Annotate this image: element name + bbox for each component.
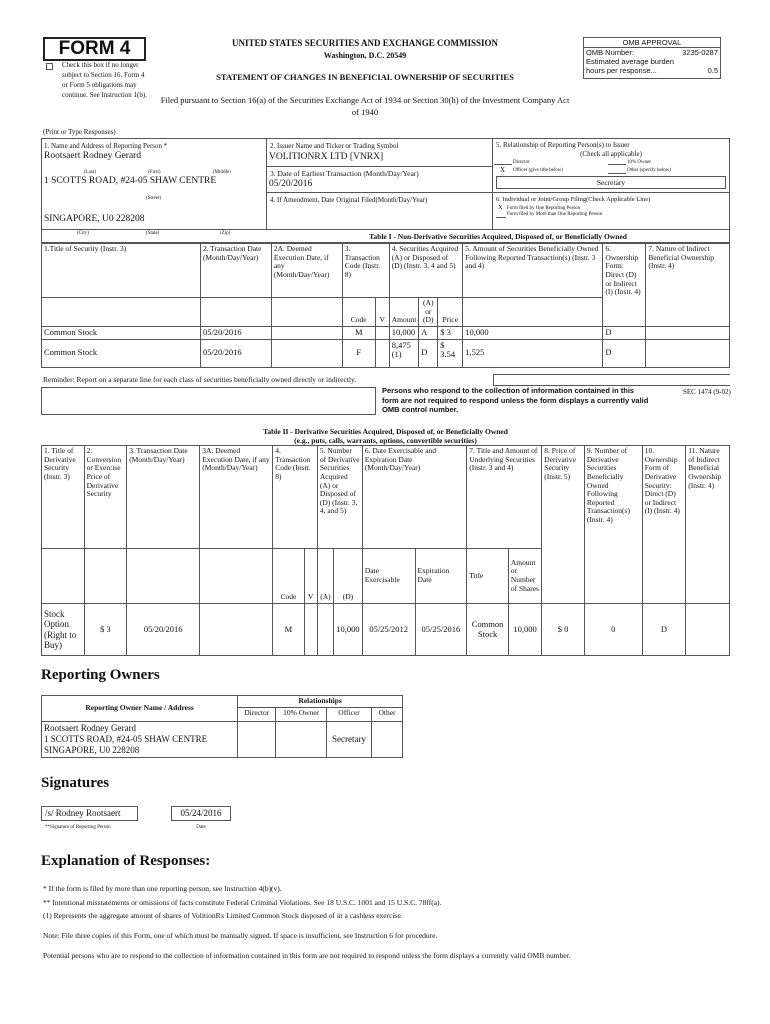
t1-r1-form: D [603, 326, 646, 339]
t1-sub-v: V [375, 298, 389, 327]
owners-col-rel: Relationships [238, 696, 403, 708]
form-title-box [43, 37, 146, 61]
t2-r1-expiration: 05/25/2016 [415, 604, 467, 656]
officer-mark: X [500, 166, 506, 174]
t2-h7: 7. Title and Amount of Underlying Securities (Instr. 3 and 4) [467, 446, 542, 549]
omb-number-label: OMB Number: [586, 48, 634, 57]
t1-r1-nature [646, 326, 730, 339]
t1-r2-owned: 1,525 [463, 339, 603, 367]
owner-address-line: 1 SCOTTS ROAD, #24-05 SHAW CENTRE [44, 734, 208, 744]
owners-table [41, 695, 403, 758]
t1-h6: 6. Ownership Form: Direct (D) or Indirect (I) (Instr. 4) [603, 244, 646, 327]
t1-sub-code: Code [342, 298, 375, 327]
t1-h3: 3. Transaction Code (Instr. 8) [342, 244, 389, 298]
section16-checkbox[interactable] [46, 63, 53, 70]
last-label: (Last) [84, 170, 96, 175]
t1-h4: 4. Securities Acquired (A) or Disposed of (D) (Instr. 3, 4 and 5) [389, 244, 463, 298]
omb-burden-label: Estimated average burden [586, 57, 674, 66]
omb-number-value: 3235-0287 [682, 48, 718, 57]
t1-h1: 1.Title of Security (Instr. 3) [42, 244, 201, 298]
owner-city-line: SINGAPORE, U0 228208 [44, 745, 140, 755]
print-note: (Print or Type Responses) [43, 128, 116, 136]
reminder-blank-box [41, 387, 376, 415]
t2-sub-code: Code [273, 549, 304, 604]
issuer-label: 2. Issuer Name and Ticker or Trading Symbol [270, 142, 399, 150]
state-label: (State) [146, 231, 160, 236]
t1-sub-amount: Amount [389, 298, 419, 327]
t1-r2-code: F [342, 339, 375, 367]
t2-r1-code: M [273, 604, 304, 656]
t2-h1: 1. Title of Derivative Security (Instr. 3) [42, 446, 85, 549]
omb-hours-value: 0.5 [707, 66, 718, 75]
t1-r1-owned: 10,000 [463, 326, 603, 339]
t1-r2-price: $ 3.54 [438, 339, 463, 367]
signature-value: /s/ Rodney Rootsaert [45, 808, 121, 818]
t2-r1-title: Stock Option (Right to Buy) [42, 604, 85, 656]
t2-r1-conv: $ 3 [84, 604, 127, 656]
reporting-person-label: 1. Name and Address of Reporting Person * [44, 142, 168, 150]
owner-name-line: Rootsaert Rodney Gerard [44, 723, 136, 733]
owners-col-director: Director [238, 708, 276, 722]
t2-h9: 9. Number of Derivative Securities Beneficially Owned Following Reported Transaction(s) (Instr. 4) [584, 446, 642, 604]
t1-r2-date: 05/20/2016 [200, 339, 271, 367]
ten-pct-label: 10% Owner [627, 160, 652, 165]
t2-sub-amount: Amount or Number of Shares [508, 549, 541, 604]
owner-officer-value: Secretary [327, 722, 372, 758]
t2-r1-utitle: Common Stock [467, 604, 509, 656]
t2-h2: 2. Conversion or Exercise Price of Derivative Security [84, 446, 127, 549]
t2-r1-nature [686, 604, 730, 656]
form-title: FORM 4 [58, 38, 131, 59]
table1 [41, 243, 730, 368]
city-label: (City) [77, 231, 89, 236]
explanation-potential: Potential persons who are to respond to the collection of information contained in this form are not required to respond unless the form displays a currently valid OMB number. [43, 951, 571, 960]
table2-title: Table II - Derivative Securities Acquired, Disposed of, or Beneficially Owned [263, 427, 508, 436]
t2-r1-date: 05/20/2016 [127, 604, 200, 656]
t1-r1-aord: A [419, 326, 438, 339]
explanation-line-3: (1) Represents the aggregate amount of shares of VolitionRx Limited Common Stock disposed of in a cashless exercise. [43, 911, 403, 920]
filing-label: 6. Individual or Joint/Group Filing(Check Applicable Line) [496, 196, 651, 203]
t2-h3: 3. Transaction Date (Month/Day/Year) [127, 446, 200, 549]
t1-r2-v [375, 339, 389, 367]
filing-opt1-mark: X [498, 204, 503, 211]
explanation-line-2: ** Intentional misstatements or omissions of facts constitute Federal Criminal Violations. See 18 U.S.C. 1001 and 15 U.S.C. 78ff(a). [43, 898, 442, 907]
agency-title: UNITED STATES SECURITIES AND EXCHANGE COMMISSION [232, 38, 498, 48]
t2-r1-exercisable: 05/25/2012 [362, 604, 415, 656]
t1-h5: 5. Amount of Securities Beneficially Owned Following Reported Transaction(s) (Instr. 3 and 4) [463, 244, 603, 298]
amendment-label: 4. If Amendment, Date Original Filed(Month/Day/Year) [270, 196, 428, 204]
t1-r1-date: 05/20/2016 [200, 326, 271, 339]
t2-h5: 5. Number of Derivative Securities Acquired (A) or Disposed of (D) (Instr. 3, 4, and 5) [317, 446, 362, 549]
t2-sub-d: (D) [334, 549, 363, 604]
agency-location: Washington, D.C. 20549 [323, 51, 407, 60]
table-row [42, 326, 730, 339]
t2-sub-expiration: Expiration Date [415, 549, 467, 604]
omb-title: OMB APPROVAL [584, 38, 720, 48]
middle-label: (Middle) [213, 170, 231, 175]
relationship-sub: (Check all applicable) [580, 150, 642, 158]
reporting-city: SINGAPORE, U0 228208 [44, 214, 145, 224]
t1-r1-deemed [271, 326, 342, 339]
explanation-note: Note: File three copies of this Form, one of which must be manually signed. If space is insufficient, see Instruction 6 for procedure. [43, 931, 438, 940]
director-label: Director [513, 160, 530, 165]
filed-pursuant: Filed pursuant to Section 16(a) of the Securities Exchange Act of 1934 or Section 30(h) of the Investment Company Act of 1940 [160, 95, 570, 117]
t2-h4: 4. Transaction Code (Instr. 8) [273, 446, 318, 549]
sec-code: SEC 1474 (9-02) [683, 388, 731, 396]
issuer-name: VOLITIONRX LTD [VNRX] [269, 152, 384, 162]
t2-h11: 11. Nature of Indirect Beneficial Ownership (Instr. 4) [686, 446, 730, 604]
owners-col-other: Other [372, 708, 403, 722]
reporting-person-name: Rootsaert Rodney Gerard [44, 151, 142, 161]
table1-title: Table I - Non-Derivative Securities Acquired, Disposed of, or Beneficially Owned [369, 232, 627, 241]
t2-r1-form: D [642, 604, 686, 656]
table2 [41, 445, 730, 656]
officer-label: Officer (give title below) [513, 168, 564, 173]
signature-label: **Signature of Reporting Person [45, 825, 111, 830]
signature-date: 05/24/2016 [180, 808, 222, 818]
signature-date-label: Date [196, 825, 206, 830]
t1-r2-title: Common Stock [42, 339, 201, 367]
t2-r1-v [304, 604, 317, 656]
earliest-date: 05/20/2016 [269, 179, 313, 189]
t1-r2-deemed [271, 339, 342, 367]
t1-h2a: 2A. Deemed Execution Date, if any (Month/Day/Year) [271, 244, 342, 298]
signatures-heading: Signatures [41, 775, 110, 791]
street-label: (Street) [146, 196, 161, 201]
first-label: (First) [148, 170, 161, 175]
omb-hours-label: hours per response... [586, 66, 657, 75]
t2-h8: 8. Price of Derivative Security (Instr. 5) [542, 446, 585, 604]
other-label: Other (specify below) [627, 168, 671, 173]
t1-r2-form: D [603, 339, 646, 367]
t2-r1-uamount: 10,000 [508, 604, 541, 656]
statement-title: STATEMENT OF CHANGES IN BENEFICIAL OWNERSHIP OF SECURITIES [216, 72, 514, 82]
t1-r2-amount: 8,475 (1) [389, 339, 419, 367]
omb-approval-box [583, 37, 721, 79]
owners-col-name: Reporting Owner Name / Address [42, 696, 238, 722]
t2-h6: 6. Date Exercisable and Expiration Date (Month/Day/Year) [362, 446, 466, 549]
t2-h3a: 3A. Deemed Execution Date, if any (Month/Day/Year) [200, 446, 273, 549]
persons-note: Persons who respond to the collection of information contained in this form are not required to respond unless the form displays a currently valid OMB control number. [382, 386, 649, 414]
section16-note: Check this box if no longer subject to Section 16. Form 4 or Form 5 obligations may continue. See Instruction 1(b). [62, 61, 147, 99]
explanation-heading: Explanation of Responses: [41, 853, 211, 869]
table-row [42, 604, 730, 656]
t2-h10: 10. Ownership Form of Derivative Security: Direct (D) or Indirect (I) (Instr. 4) [642, 446, 686, 604]
officer-title: Secretary [596, 178, 626, 187]
t1-r1-code: M [342, 326, 375, 339]
table2-subtitle: (e.g., puts, calls, warrants, options, convertible securities) [294, 436, 477, 445]
earliest-date-label: 3. Date of Earliest Transaction (Month/Day/Year) [270, 169, 419, 178]
t1-r1-title: Common Stock [42, 326, 201, 339]
t1-sub-price: Price [438, 298, 463, 327]
t2-r1-d: 10,000 [334, 604, 363, 656]
t2-sub-title: Title [467, 549, 509, 604]
t1-h2: 2. Transaction Date (Month/Day/Year) [200, 244, 271, 298]
t1-r2-aord: D [419, 339, 438, 367]
explanation-line-1: * If the form is filed by more than one reporting person, see Instruction 4(b)(v). [43, 884, 282, 893]
table-row [42, 339, 730, 367]
relationship-label: 5. Relationship of Reporting Person(s) to Issuer [496, 141, 630, 149]
owners-col-officer: Officer [327, 708, 372, 722]
reporting-street: 1 SCOTTS ROAD, #24-05 SHAW CENTRE [44, 176, 217, 186]
t1-sub-aord: (A) or (D) [419, 298, 438, 327]
t1-r1-v [375, 326, 389, 339]
owners-col-ten: 10% Owner [276, 708, 327, 722]
t2-sub-v: V [304, 549, 317, 604]
table-row [42, 722, 403, 758]
owners-heading: Reporting Owners [41, 667, 160, 683]
t2-sub-exercisable: Date Exercisable [362, 549, 415, 604]
filing-opt1: Form filed by One Reporting Person [507, 206, 581, 211]
t1-r1-price: $ 3 [438, 326, 463, 339]
t2-r1-price: $ 0 [542, 604, 585, 656]
zip-label: (Zip) [220, 231, 231, 236]
t1-r1-amount: 10,000 [389, 326, 419, 339]
filing-opt2: Form filed by More than One Reporting Person [507, 212, 603, 217]
t2-r1-owned: 0 [584, 604, 642, 656]
t2-r1-deemed [200, 604, 273, 656]
t1-r2-nature [646, 339, 730, 367]
reminder-text: Reminder: Report on a separate line for each class of securities beneficially owned directly or indirectly. [43, 375, 357, 384]
t2-r1-a [317, 604, 333, 656]
t2-sub-a: (A) [317, 549, 333, 604]
t1-h7: 7. Nature of Indirect Beneficial Ownership (Instr. 4) [646, 244, 730, 327]
